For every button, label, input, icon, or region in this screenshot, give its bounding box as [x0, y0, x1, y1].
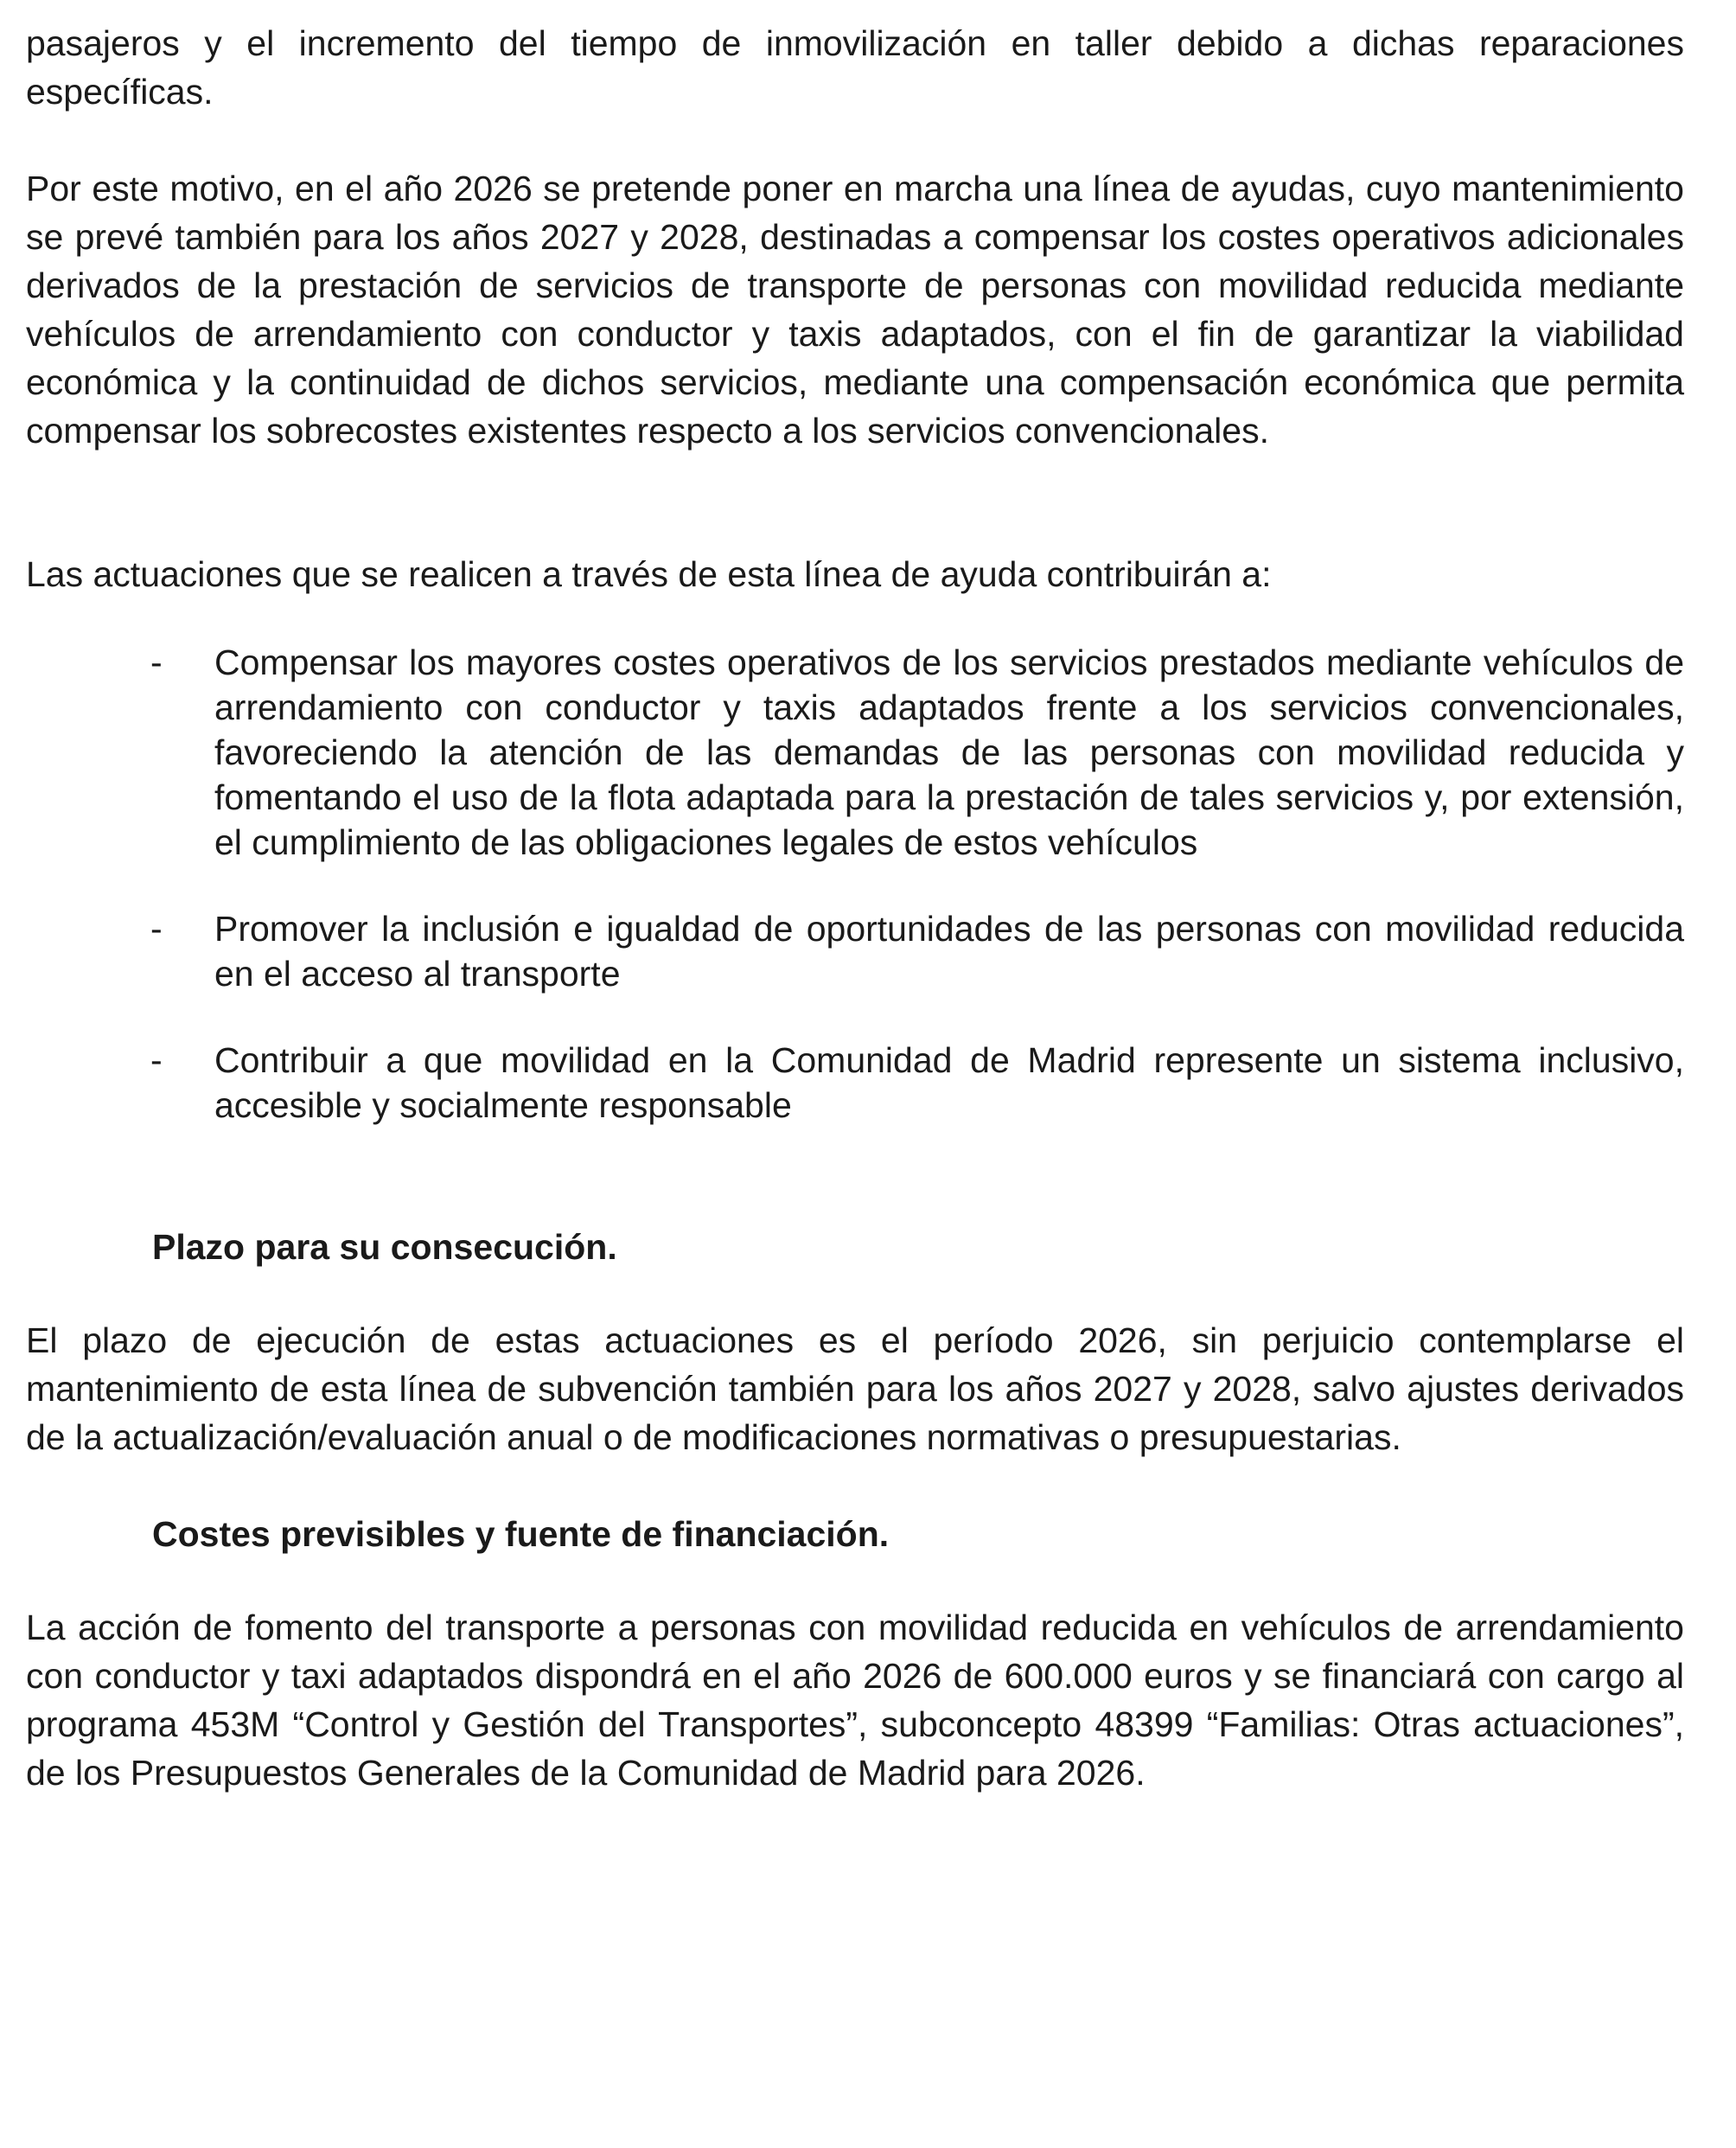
bullet-dash: -: [150, 1040, 163, 1080]
paragraph-intro-continuation: pasajeros y el incremento del tiempo de inmovilización en taller debido a dichas reparaciones específicas.: [26, 23, 1684, 112]
bullet-dash: -: [150, 642, 163, 682]
list-item-text: Compensar los mayores costes operativos de los servicios prestados mediante vehículos de arrendamiento con conductor y taxis adaptados frente a los servicios convencionales, favoreciendo la atención de las demandas de las personas con movilidad reducida y fomentando el uso de la flota adaptada para la prestación de tales servicios y, por extensión, el cumplimiento de las obligaciones legales de estos vehículos: [214, 642, 1684, 862]
list-item-text: Contribuir a que movilidad en la Comunidad de Madrid represente un sistema inclusivo, accesible y socialmente responsable: [214, 1040, 1684, 1125]
bullet-dash: -: [150, 909, 163, 949]
paragraph-actions-intro: Las actuaciones que se realicen a través de esta línea de ayuda contribuirán a:: [26, 554, 1272, 594]
paragraph-costs: La acción de fomento del transporte a personas con movilidad reducida en vehículos de arrendamiento con conductor y taxi adaptados dispondrá en el año 2026 de 600.000 euros y se financiará con cargo al programa 453M “Control y Gestión del Transportes”, subconcepto 48399 “Familias: Otras actuaciones”, de los Presupuestos Generales de la Comunidad de Madrid para 2026.: [26, 1608, 1684, 1793]
document-page: [26, 19, 1684, 1797]
objectives-list: [26, 640, 1684, 1128]
paragraph-aid-line: Por este motivo, en el año 2026 se pretende poner en marcha una línea de ayudas, cuyo mantenimiento se prevé también para los años 2027 y 2028, destinadas a compensar los costes operativos adicionales derivados de la prestación de servicios de transporte de personas con movilidad reducida mediante vehículos de arrendamiento con conductor y taxis adaptados, con el fin de garantizar la viabilidad económica y la continuidad de dichos servicios, mediante una compensación económica que permita compensar los sobrecostes existentes respecto a los servicios convencionales.: [26, 169, 1684, 451]
list-item-text: Promover la inclusión e igualdad de oportunidades de las personas con movilidad reducida en el acceso al transporte: [214, 909, 1684, 994]
section-heading-costs: Costes previsibles y fuente de financiación.: [152, 1514, 890, 1554]
list-item: [150, 1038, 1684, 1128]
list-item: [150, 640, 1684, 865]
paragraph-deadline: El plazo de ejecución de estas actuaciones es el período 2026, sin perjuicio contemplarse el mantenimiento de esta línea de subvención también para los años 2027 y 2028, salvo ajustes derivados de la actualización/evaluación anual o de modificaciones normativas o presupuestarias.: [26, 1320, 1684, 1457]
list-item: [150, 906, 1684, 996]
section-heading-deadline: Plazo para su consecución.: [152, 1227, 617, 1267]
